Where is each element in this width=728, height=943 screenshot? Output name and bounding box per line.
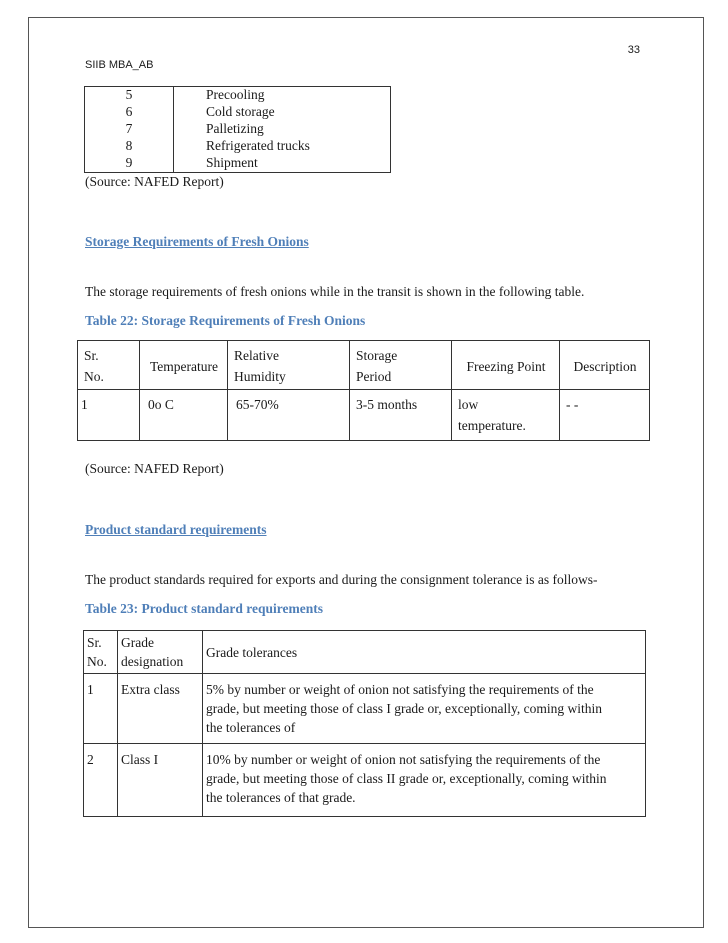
step-label: Refrigerated trucks [174, 138, 391, 155]
step-number: 9 [85, 155, 174, 173]
table-caption-22: Table 22: Storage Requirements of Fresh Onions [85, 313, 366, 328]
cell-description: - - [560, 390, 650, 441]
header-tolerances: Grade tolerances [203, 631, 646, 674]
step-label: Precooling [174, 87, 391, 105]
page-header: SIIB MBA_AB [85, 59, 154, 71]
cell-humidity: 65-70% [228, 390, 350, 441]
table-row [84, 744, 646, 817]
header-sr: Sr. No. [84, 631, 118, 674]
step-number: 6 [85, 104, 174, 121]
header-humidity: Relative Humidity [228, 341, 350, 390]
table-header-row [84, 631, 646, 674]
table-row [85, 138, 391, 155]
section-heading-product[interactable]: Product standard requirements [85, 522, 267, 537]
table-row [85, 87, 391, 105]
steps-table [84, 86, 391, 173]
cell-sr: 1 [78, 390, 140, 441]
cell-period: 3-5 months [350, 390, 452, 441]
product-table [83, 630, 646, 817]
table-caption-23: Table 23: Product standard requirements [85, 601, 324, 616]
table-row [78, 390, 650, 441]
cell-tolerance: 5% by number or weight of onion not satisfying the requirements of the grade, but meeting those of class I grade or, exceptionally, coming within the tolerances of [203, 674, 646, 744]
source-note: (Source: NAFED Report) [85, 174, 224, 189]
cell-freezing: low temperature. [452, 390, 560, 441]
header-description: Description [560, 341, 650, 390]
paragraph-storage: The storage requirements of fresh onions while in the transit is shown in the following table. [85, 284, 585, 299]
header-sr: Sr. No. [78, 341, 140, 390]
header-grade: Grade designation [118, 631, 203, 674]
source-note: (Source: NAFED Report) [85, 461, 224, 476]
cell-sr: 1 [84, 674, 118, 744]
step-label: Cold storage [174, 104, 391, 121]
cell-grade: Class I [118, 744, 203, 817]
cell-tolerance: 10% by number or weight of onion not satisfying the requirements of the grade, but meeting those of class II grade or, exceptionally, coming within the tolerances of that grade. [203, 744, 646, 817]
header-temperature: Temperature [140, 341, 228, 390]
section-heading-storage[interactable]: Storage Requirements of Fresh Onions [85, 234, 309, 249]
paragraph-product: The product standards required for exports and during the consignment tolerance is as follows- [85, 572, 598, 587]
step-number: 8 [85, 138, 174, 155]
page-number: 33 [627, 44, 640, 56]
table-row [85, 121, 391, 138]
step-number: 7 [85, 121, 174, 138]
cell-temperature: 0o C [140, 390, 228, 441]
table-row [85, 155, 391, 173]
step-label: Shipment [174, 155, 391, 173]
step-label: Palletizing [174, 121, 391, 138]
storage-table [77, 340, 650, 441]
cell-sr: 2 [84, 744, 118, 817]
header-period: Storage Period [350, 341, 452, 390]
table-row [84, 674, 646, 744]
table-header-row [78, 341, 650, 390]
table-row [85, 104, 391, 121]
header-freezing: Freezing Point [452, 341, 560, 390]
step-number: 5 [85, 87, 174, 105]
cell-grade: Extra class [118, 674, 203, 744]
